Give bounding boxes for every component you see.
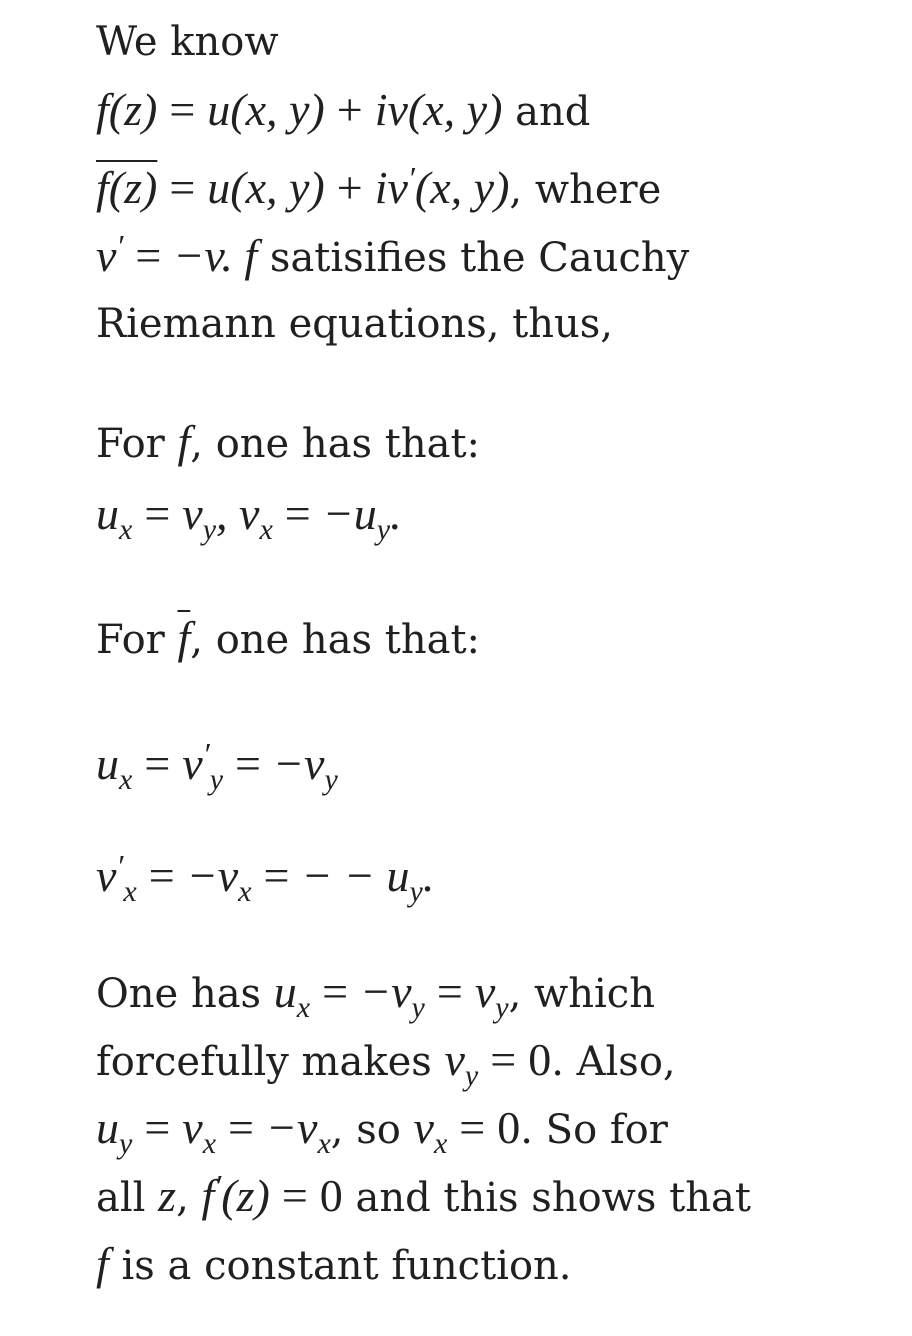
line-vprime: v′ = −v. f satisifies the Cauchy (96, 228, 690, 281)
line-cr-f: $u_x = v_y$, $v_x = -u_y$. (96, 488, 402, 546)
line-cr-fbar-2: $v'_x = -v_x$ = − − $u_y$. (96, 848, 435, 908)
line-cr-fbar-1: $u_x = v'_y = -v_y$ (96, 736, 338, 796)
line-for-fbar: For $\overline{f}$, one has that: (96, 612, 481, 663)
line-all-z: all z, f′(z) = 0 and this shows that (96, 1168, 751, 1221)
text-where: , where (509, 167, 662, 213)
text-and: and (502, 89, 591, 135)
math-fbar-z: f(z) (96, 162, 158, 213)
math-f-z: f(z) (96, 84, 158, 135)
line-f-definition: f(z) = u(x, y) + iv(x, y) and (96, 84, 591, 135)
line-riemann: Riemann equations, thus, (96, 301, 613, 347)
line-fbar-definition: f(z) = u(x, y) + iv′(x, y), where (96, 160, 662, 213)
line-one-has: One has $u_x = -v_y = v_y$, which (96, 966, 655, 1024)
line-forcefully: forcefully makes $v_y = 0$. Also, (96, 1034, 676, 1092)
line-for-f: For f, one has that: (96, 416, 481, 467)
text-satisfies: satisifies the Cauchy (257, 235, 690, 281)
line-we-know: We know (96, 19, 279, 65)
line-uy-vx: $u_y = v_x = -v_x$, so $v_x = 0$. So for (96, 1102, 668, 1160)
line-constant: f is a constant function. (96, 1238, 572, 1289)
